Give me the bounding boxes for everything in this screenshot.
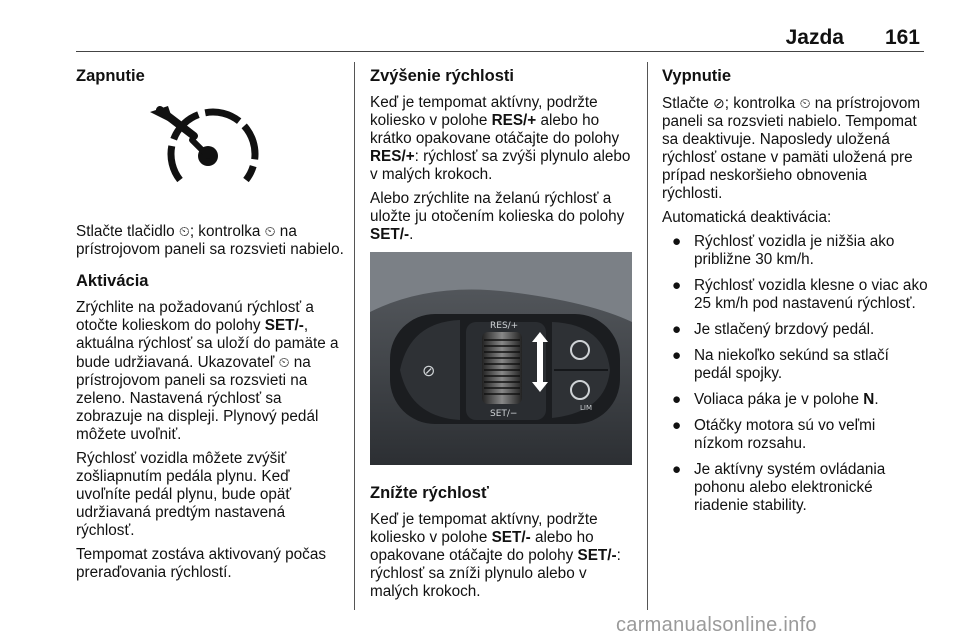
cruise-icon: ⏲: [178, 223, 190, 239]
text: .: [409, 226, 414, 243]
bullet: ●: [672, 277, 682, 294]
bullet: ●: [672, 417, 682, 434]
text: ; kontrolka: [724, 95, 800, 112]
text: Stlačte tlačidlo: [76, 223, 179, 240]
cruise-icon: ⏲: [264, 223, 276, 239]
text: Alebo zrýchlite na želanú rýchlosť a uložte ju otočením kolieska do polohy: [370, 190, 625, 225]
header-divider: [76, 51, 924, 52]
lim-label: LIM: [580, 404, 593, 412]
svg-text:⊘: ⊘: [422, 361, 436, 380]
set-label: SET/−: [490, 409, 518, 419]
cancel-icon: ⊘: [713, 95, 725, 111]
section-heading-aktivacia: Aktivácia: [76, 272, 149, 290]
paragraph: Automatická deaktivácia:: [662, 209, 832, 226]
list-item: [662, 347, 928, 383]
page-header: [76, 26, 924, 50]
list-item: [662, 461, 928, 515]
page-number: 161: [884, 26, 920, 49]
text: : rýchlosť sa zníži plynulo alebo v malých krokoch.: [370, 547, 621, 600]
deactivation-list: [662, 233, 928, 515]
text: na prístrojovom paneli sa rozsvieti nabielo. Tempomat sa deaktivuje. Naposledy uložená rýchlosť ostane v pamäti uložená pre prípad neskoršieho obnovenia rýchlosti.: [662, 95, 921, 202]
paragraph: Tempomat zostáva aktivovaný počas preraďovania rýchlostí.: [76, 546, 326, 581]
column-1: [76, 62, 344, 588]
text: Rýchlosť vozidla klesne o viac ako 25 km/h pod nastavenú rýchlosť.: [694, 277, 928, 312]
list-item: [662, 391, 928, 409]
text: alebo ho opakovane otáčajte do polohy: [370, 529, 594, 564]
section-heading-zvysenie: Zvýšenie rýchlosti: [370, 67, 514, 85]
paragraph: [662, 94, 928, 203]
section-heading-znizte: Znížte rýchlosť: [370, 484, 489, 502]
cruise-control-icon: [76, 94, 338, 204]
bullet: ●: [672, 321, 682, 338]
text: na prístrojovom paneli sa rozsvieti nabielo.: [76, 223, 344, 258]
bullet: ●: [672, 391, 682, 408]
bullet: ●: [672, 233, 682, 250]
bold-text: SET/-: [491, 529, 531, 546]
bold-text: SET/-: [577, 547, 617, 564]
paragraph: [76, 222, 344, 259]
res-label: RES/+: [490, 321, 519, 331]
list-item: [662, 321, 928, 339]
text: Stlačte: [662, 95, 714, 112]
list-item: [662, 233, 928, 269]
text: Voliaca páka je v polohe: [694, 391, 864, 408]
text: : rýchlosť sa zvýši plynulo alebo v malých krokoch.: [370, 148, 631, 183]
text: , aktuálna rýchlosť sa uloží do pamäte a bude udržiavaná. Ukazovateľ: [76, 317, 339, 371]
text: Je aktívny systém ovládania pohonu alebo elektronické riadenie stability.: [694, 461, 886, 514]
chapter-title: Jazda: [785, 26, 844, 49]
bold-text: N: [863, 391, 875, 408]
text: ; kontrolka: [189, 223, 265, 240]
bold-text: SET/-: [264, 317, 304, 334]
steering-wheel-photo: [370, 252, 632, 465]
text: .: [874, 391, 879, 408]
text: alebo ho krátko opakovane otáčajte do polohy: [370, 112, 620, 147]
column-2: [370, 62, 632, 607]
paragraph: [370, 511, 632, 601]
watermark: carmanualsonline.info: [616, 614, 817, 636]
bold-text: RES/+: [491, 112, 537, 129]
text: Zrýchlite na požadovanú rýchlosť a otočte kolieskom do polohy: [76, 299, 314, 334]
text: Je stlačený brzdový pedál.: [694, 321, 875, 338]
paragraph: [370, 190, 632, 244]
bold-text: RES/+: [370, 148, 415, 165]
cruise-icon: ⏲: [278, 354, 290, 370]
bullet: ●: [672, 347, 682, 364]
column-divider: [647, 62, 648, 610]
column-3: [662, 62, 928, 523]
bold-text: SET/-: [370, 226, 410, 243]
section-heading-vypnutie: Vypnutie: [662, 67, 732, 85]
column-divider: [354, 62, 355, 610]
paragraph: [370, 94, 632, 184]
speed-roller: [482, 332, 522, 404]
paragraph: [76, 299, 344, 444]
paragraph: Rýchlosť vozidla môžete zvýšiť zošliapnutím pedála plynu. Keď uvoľníte pedál plynu, bude opäť udržiavaná predtým nastavená rýchlosť.: [76, 450, 292, 539]
cruise-icon: ⏲: [799, 95, 811, 111]
text: Na niekoľko sekúnd sa stlačí pedál spojky.: [694, 347, 889, 382]
list-item: [662, 417, 928, 453]
text: Keď je tempomat aktívny, podržte koliesko v polohe: [370, 94, 598, 129]
section-heading-zapnutie: Zapnutie: [76, 67, 145, 85]
text: Otáčky motora sú vo veľmi nízkom rozsahu.: [694, 417, 876, 452]
list-item: [662, 277, 928, 313]
text: Rýchlosť vozidla je nižšia ako približne 30 km/h.: [694, 233, 895, 268]
bullet: ●: [672, 461, 682, 478]
text: na prístrojovom paneli sa rozsvieti na zeleno. Nastavená rýchlosť sa zobrazuje na displeji. Plynový pedál môžete uvoľniť.: [76, 354, 319, 443]
text: Keď je tempomat aktívny, podržte koliesko v polohe: [370, 511, 598, 546]
